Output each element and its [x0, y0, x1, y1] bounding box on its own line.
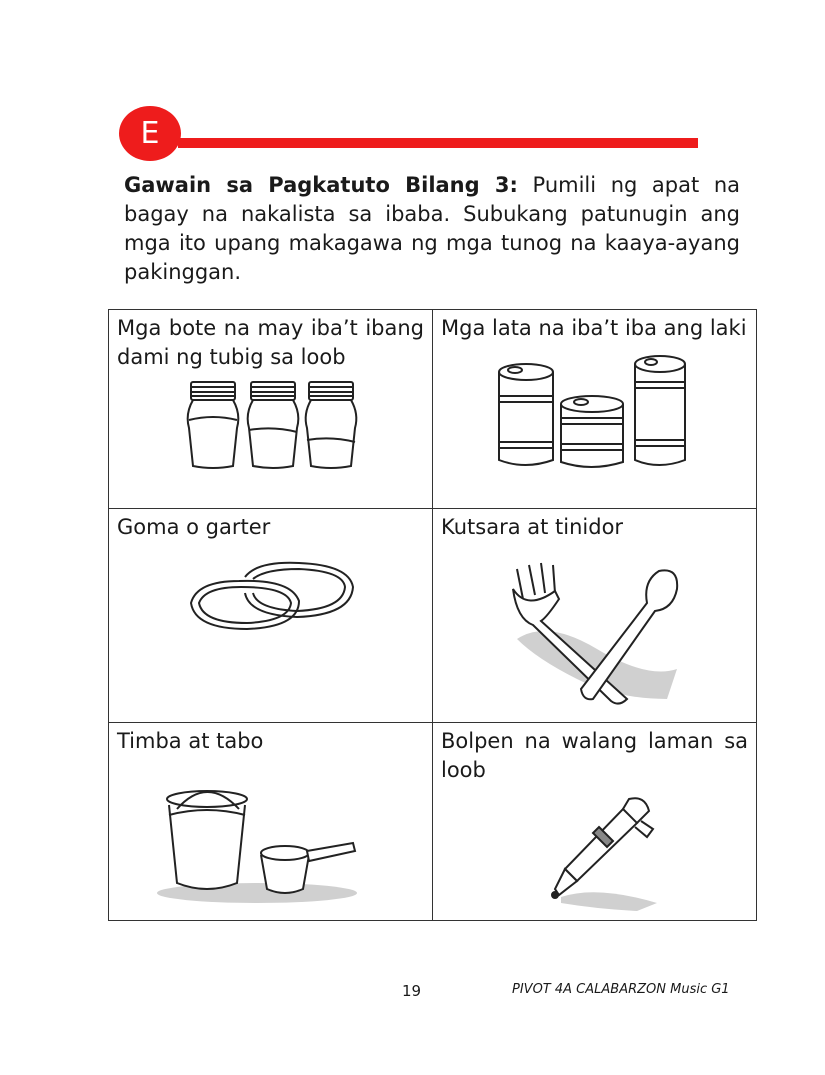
spoon-fork-icon	[497, 559, 697, 709]
rubber-bands-icon	[187, 557, 357, 647]
footer-title: PIVOT 4A CALABARZON Music G1	[512, 982, 730, 997]
item-label: Kutsara at tinidor	[441, 515, 624, 539]
activity-text: Pumili ng apat na bagay na nakalista sa ibaba. Subukang patunugin ang mga ito upang makagawa ng mga tunog na kaaya-ayang pakinggan.	[124, 173, 740, 284]
activity-instructions	[124, 171, 740, 287]
item-cell-rubber-bands	[109, 509, 433, 723]
item-label: Mga bote na may iba’t ibang dami ng tubig sa loob	[117, 316, 424, 369]
bottles-icon	[185, 380, 365, 472]
item-cell-bucket-dipper	[109, 723, 433, 921]
item-cell-ballpen	[433, 723, 757, 921]
section-badge: E	[119, 106, 181, 161]
item-cell-bottles	[109, 310, 433, 509]
page-number: 19	[402, 982, 422, 1000]
activity-title: Gawain sa Pagkatuto Bilang 3:	[124, 173, 518, 197]
ballpen-icon	[537, 793, 667, 913]
item-label: Bolpen na walang laman sa loob	[441, 729, 748, 782]
item-label: Mga lata na iba’t iba ang laki	[441, 316, 747, 340]
item-cell-spoon-fork	[433, 509, 757, 723]
item-cell-cans	[433, 310, 757, 509]
cans-icon	[495, 352, 695, 472]
item-label: Goma o garter	[117, 515, 271, 539]
bucket-dipper-icon	[157, 785, 367, 905]
item-label: Timba at tabo	[117, 729, 264, 753]
section-divider	[178, 138, 698, 148]
items-table	[108, 309, 757, 921]
